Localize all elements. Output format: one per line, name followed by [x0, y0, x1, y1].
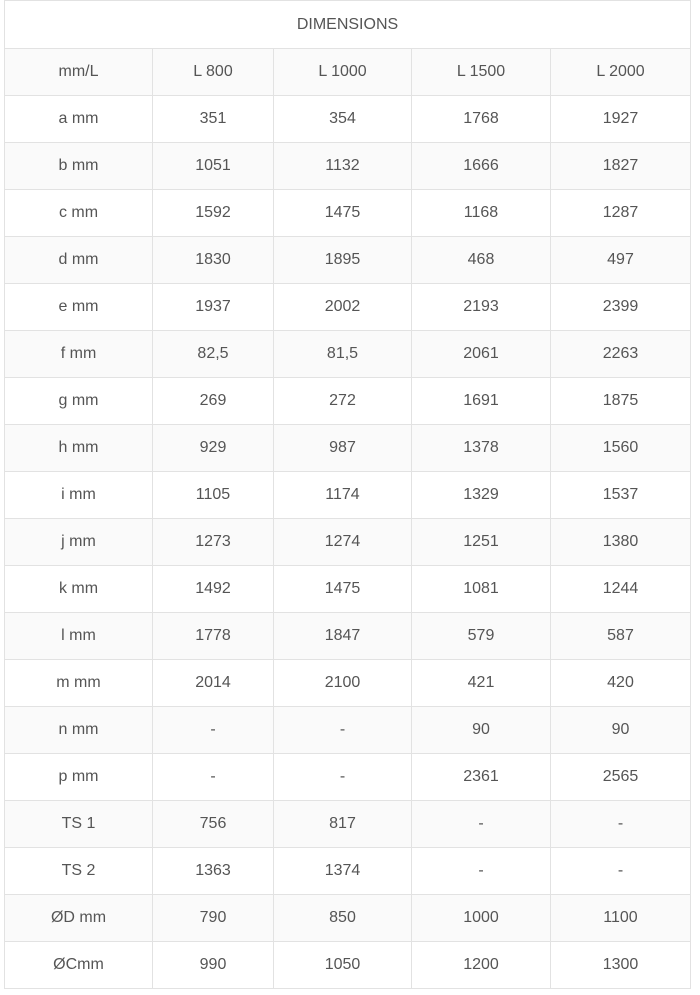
value-cell: 1329	[412, 472, 551, 519]
value-cell: 1244	[551, 566, 691, 613]
row-label-cell: f mm	[5, 331, 153, 378]
value-cell: -	[551, 801, 691, 848]
table-row	[5, 284, 691, 331]
value-cell: 1895	[274, 237, 412, 284]
row-label-cell: g mm	[5, 378, 153, 425]
value-cell: 2061	[412, 331, 551, 378]
value-cell: 1847	[274, 613, 412, 660]
value-cell: -	[153, 707, 274, 754]
value-cell: 1768	[412, 96, 551, 143]
row-label-cell: h mm	[5, 425, 153, 472]
row-label-cell: a mm	[5, 96, 153, 143]
table-row	[5, 143, 691, 190]
row-label-cell: k mm	[5, 566, 153, 613]
value-cell: 1105	[153, 472, 274, 519]
value-cell: 420	[551, 660, 691, 707]
value-cell: 1666	[412, 143, 551, 190]
table-row	[5, 801, 691, 848]
value-cell: 1937	[153, 284, 274, 331]
value-cell: 1475	[274, 566, 412, 613]
value-cell: 1691	[412, 378, 551, 425]
value-cell: 1287	[551, 190, 691, 237]
value-cell: 987	[274, 425, 412, 472]
value-cell: 82,5	[153, 331, 274, 378]
row-label-cell: TS 1	[5, 801, 153, 848]
value-cell: 497	[551, 237, 691, 284]
value-cell: 2002	[274, 284, 412, 331]
table-row	[5, 96, 691, 143]
header-row	[5, 49, 691, 96]
value-cell: 1168	[412, 190, 551, 237]
value-cell: 2565	[551, 754, 691, 801]
value-cell: 1363	[153, 848, 274, 895]
value-cell: 351	[153, 96, 274, 143]
value-cell: 81,5	[274, 331, 412, 378]
value-cell: -	[412, 848, 551, 895]
value-cell: 1374	[274, 848, 412, 895]
value-cell: 2100	[274, 660, 412, 707]
header-cell-l1500: L 1500	[412, 49, 551, 96]
value-cell: 1050	[274, 942, 412, 989]
header-cell-l800: L 800	[153, 49, 274, 96]
table-row	[5, 707, 691, 754]
dimensions-table	[4, 0, 691, 989]
table-row	[5, 895, 691, 942]
value-cell: 1378	[412, 425, 551, 472]
value-cell: 2014	[153, 660, 274, 707]
value-cell: 1475	[274, 190, 412, 237]
value-cell: 1274	[274, 519, 412, 566]
table-row	[5, 754, 691, 801]
value-cell: 1380	[551, 519, 691, 566]
value-cell: 1927	[551, 96, 691, 143]
row-label-cell: b mm	[5, 143, 153, 190]
value-cell: 354	[274, 96, 412, 143]
value-cell: 579	[412, 613, 551, 660]
value-cell: 929	[153, 425, 274, 472]
value-cell: 421	[412, 660, 551, 707]
value-cell: 1000	[412, 895, 551, 942]
row-label-cell: n mm	[5, 707, 153, 754]
value-cell: -	[274, 707, 412, 754]
value-cell: 2263	[551, 331, 691, 378]
value-cell: 1251	[412, 519, 551, 566]
value-cell: 90	[412, 707, 551, 754]
value-cell: 2399	[551, 284, 691, 331]
row-label-cell: TS 2	[5, 848, 153, 895]
value-cell: 1778	[153, 613, 274, 660]
table-row	[5, 190, 691, 237]
value-cell: 990	[153, 942, 274, 989]
value-cell: 2193	[412, 284, 551, 331]
table-row	[5, 566, 691, 613]
dimensions-table-container	[4, 0, 690, 989]
row-label-cell: ØCmm	[5, 942, 153, 989]
row-label-cell: d mm	[5, 237, 153, 284]
value-cell: 850	[274, 895, 412, 942]
value-cell: 1537	[551, 472, 691, 519]
value-cell: 1081	[412, 566, 551, 613]
value-cell: 1200	[412, 942, 551, 989]
value-cell: 1875	[551, 378, 691, 425]
table-row	[5, 378, 691, 425]
table-row	[5, 237, 691, 284]
row-label-cell: j mm	[5, 519, 153, 566]
table-row	[5, 331, 691, 378]
value-cell: 2361	[412, 754, 551, 801]
value-cell: 272	[274, 378, 412, 425]
table-row	[5, 848, 691, 895]
value-cell: -	[153, 754, 274, 801]
value-cell: 1100	[551, 895, 691, 942]
table-row	[5, 660, 691, 707]
value-cell: 1827	[551, 143, 691, 190]
value-cell: -	[551, 848, 691, 895]
value-cell: 90	[551, 707, 691, 754]
table-row	[5, 942, 691, 989]
value-cell: 1174	[274, 472, 412, 519]
header-cell-l1000: L 1000	[274, 49, 412, 96]
value-cell: 269	[153, 378, 274, 425]
value-cell: 790	[153, 895, 274, 942]
value-cell: 1830	[153, 237, 274, 284]
value-cell: 1560	[551, 425, 691, 472]
row-label-cell: c mm	[5, 190, 153, 237]
value-cell: -	[412, 801, 551, 848]
value-cell: 1132	[274, 143, 412, 190]
header-cell-label: mm/L	[5, 49, 153, 96]
value-cell: 1273	[153, 519, 274, 566]
row-label-cell: p mm	[5, 754, 153, 801]
value-cell: 1300	[551, 942, 691, 989]
value-cell: 817	[274, 801, 412, 848]
table-title: DIMENSIONS	[5, 1, 691, 49]
value-cell: -	[274, 754, 412, 801]
value-cell: 756	[153, 801, 274, 848]
value-cell: 1051	[153, 143, 274, 190]
table-row	[5, 425, 691, 472]
row-label-cell: ØD mm	[5, 895, 153, 942]
value-cell: 1592	[153, 190, 274, 237]
row-label-cell: e mm	[5, 284, 153, 331]
value-cell: 1492	[153, 566, 274, 613]
header-cell-l2000: L 2000	[551, 49, 691, 96]
table-row	[5, 613, 691, 660]
row-label-cell: l mm	[5, 613, 153, 660]
row-label-cell: m mm	[5, 660, 153, 707]
value-cell: 468	[412, 237, 551, 284]
table-row	[5, 472, 691, 519]
table-row	[5, 519, 691, 566]
value-cell: 587	[551, 613, 691, 660]
row-label-cell: i mm	[5, 472, 153, 519]
title-row	[5, 1, 691, 49]
